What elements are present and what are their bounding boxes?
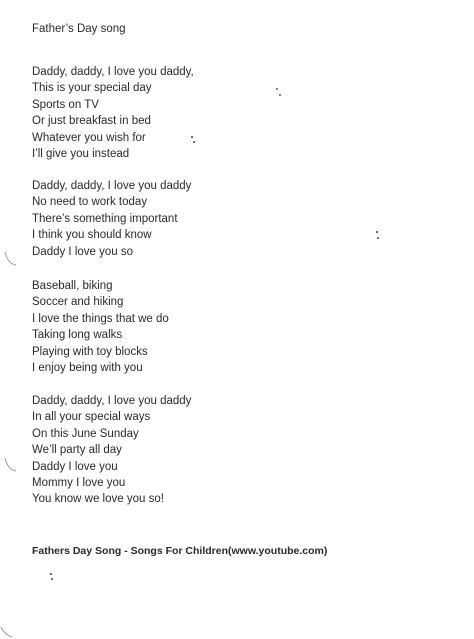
lyric-line: Mommy I love you [32,477,126,490]
stanza-4 [32,393,191,508]
scan-speck [279,94,281,96]
lyric-line: Playing with toy blocks [32,345,148,358]
lyric-line: Whatever you wish for [32,131,146,144]
lyric-line: I’ll give you instead [32,148,130,161]
binder-hole-mark [2,456,18,474]
lyric-line: Or just breakfast in bed [32,115,151,128]
stanza-1 [32,64,194,162]
lyric-line: Soccer and hiking [32,296,124,309]
lyric-line: I love the things that we do [32,312,169,325]
lyric-line: Baseball, biking [32,280,113,292]
scan-speck [193,141,195,143]
lyric-line: Daddy, daddy, I love you daddy, [32,66,194,78]
lyric-line: I think you should know [32,229,152,242]
lyric-line: Daddy, daddy, I love you daddy [32,395,192,407]
source-credit: Fathers Day Song - Songs For Children(www.youtube.com) [32,545,328,557]
lyric-line: We’ll party all day [32,444,122,457]
lyric-line: In all your special ways [32,411,151,424]
corner-fold-mark [0,626,14,638]
scan-speck [191,136,193,138]
lyric-line: There’s something important [32,212,178,225]
lyric-line: No need to work today [32,196,148,209]
lyric-line: Taking long walks [32,329,123,342]
lyric-line: Daddy I love you [32,460,118,473]
scan-speck [51,578,53,580]
binder-hole-mark [2,250,18,268]
lyric-line: Daddy I love you so [32,245,134,258]
scan-speck [50,573,52,575]
lyric-line: This is your special day [32,82,152,95]
lyric-line: Daddy, daddy, I love you daddy [32,180,192,192]
lyric-line: Sports on TV [32,98,99,111]
lyric-line: I enjoy being with you [32,362,143,375]
scan-speck [376,231,378,233]
lyric-line: You know we love you so! [32,493,164,506]
song-title: Father’s Day song [32,23,126,35]
scan-speck [377,237,379,239]
stanza-2 [32,178,191,260]
stanza-3 [32,278,169,376]
scan-speck [276,88,278,90]
lyric-line: On this June Sunday [32,427,139,440]
